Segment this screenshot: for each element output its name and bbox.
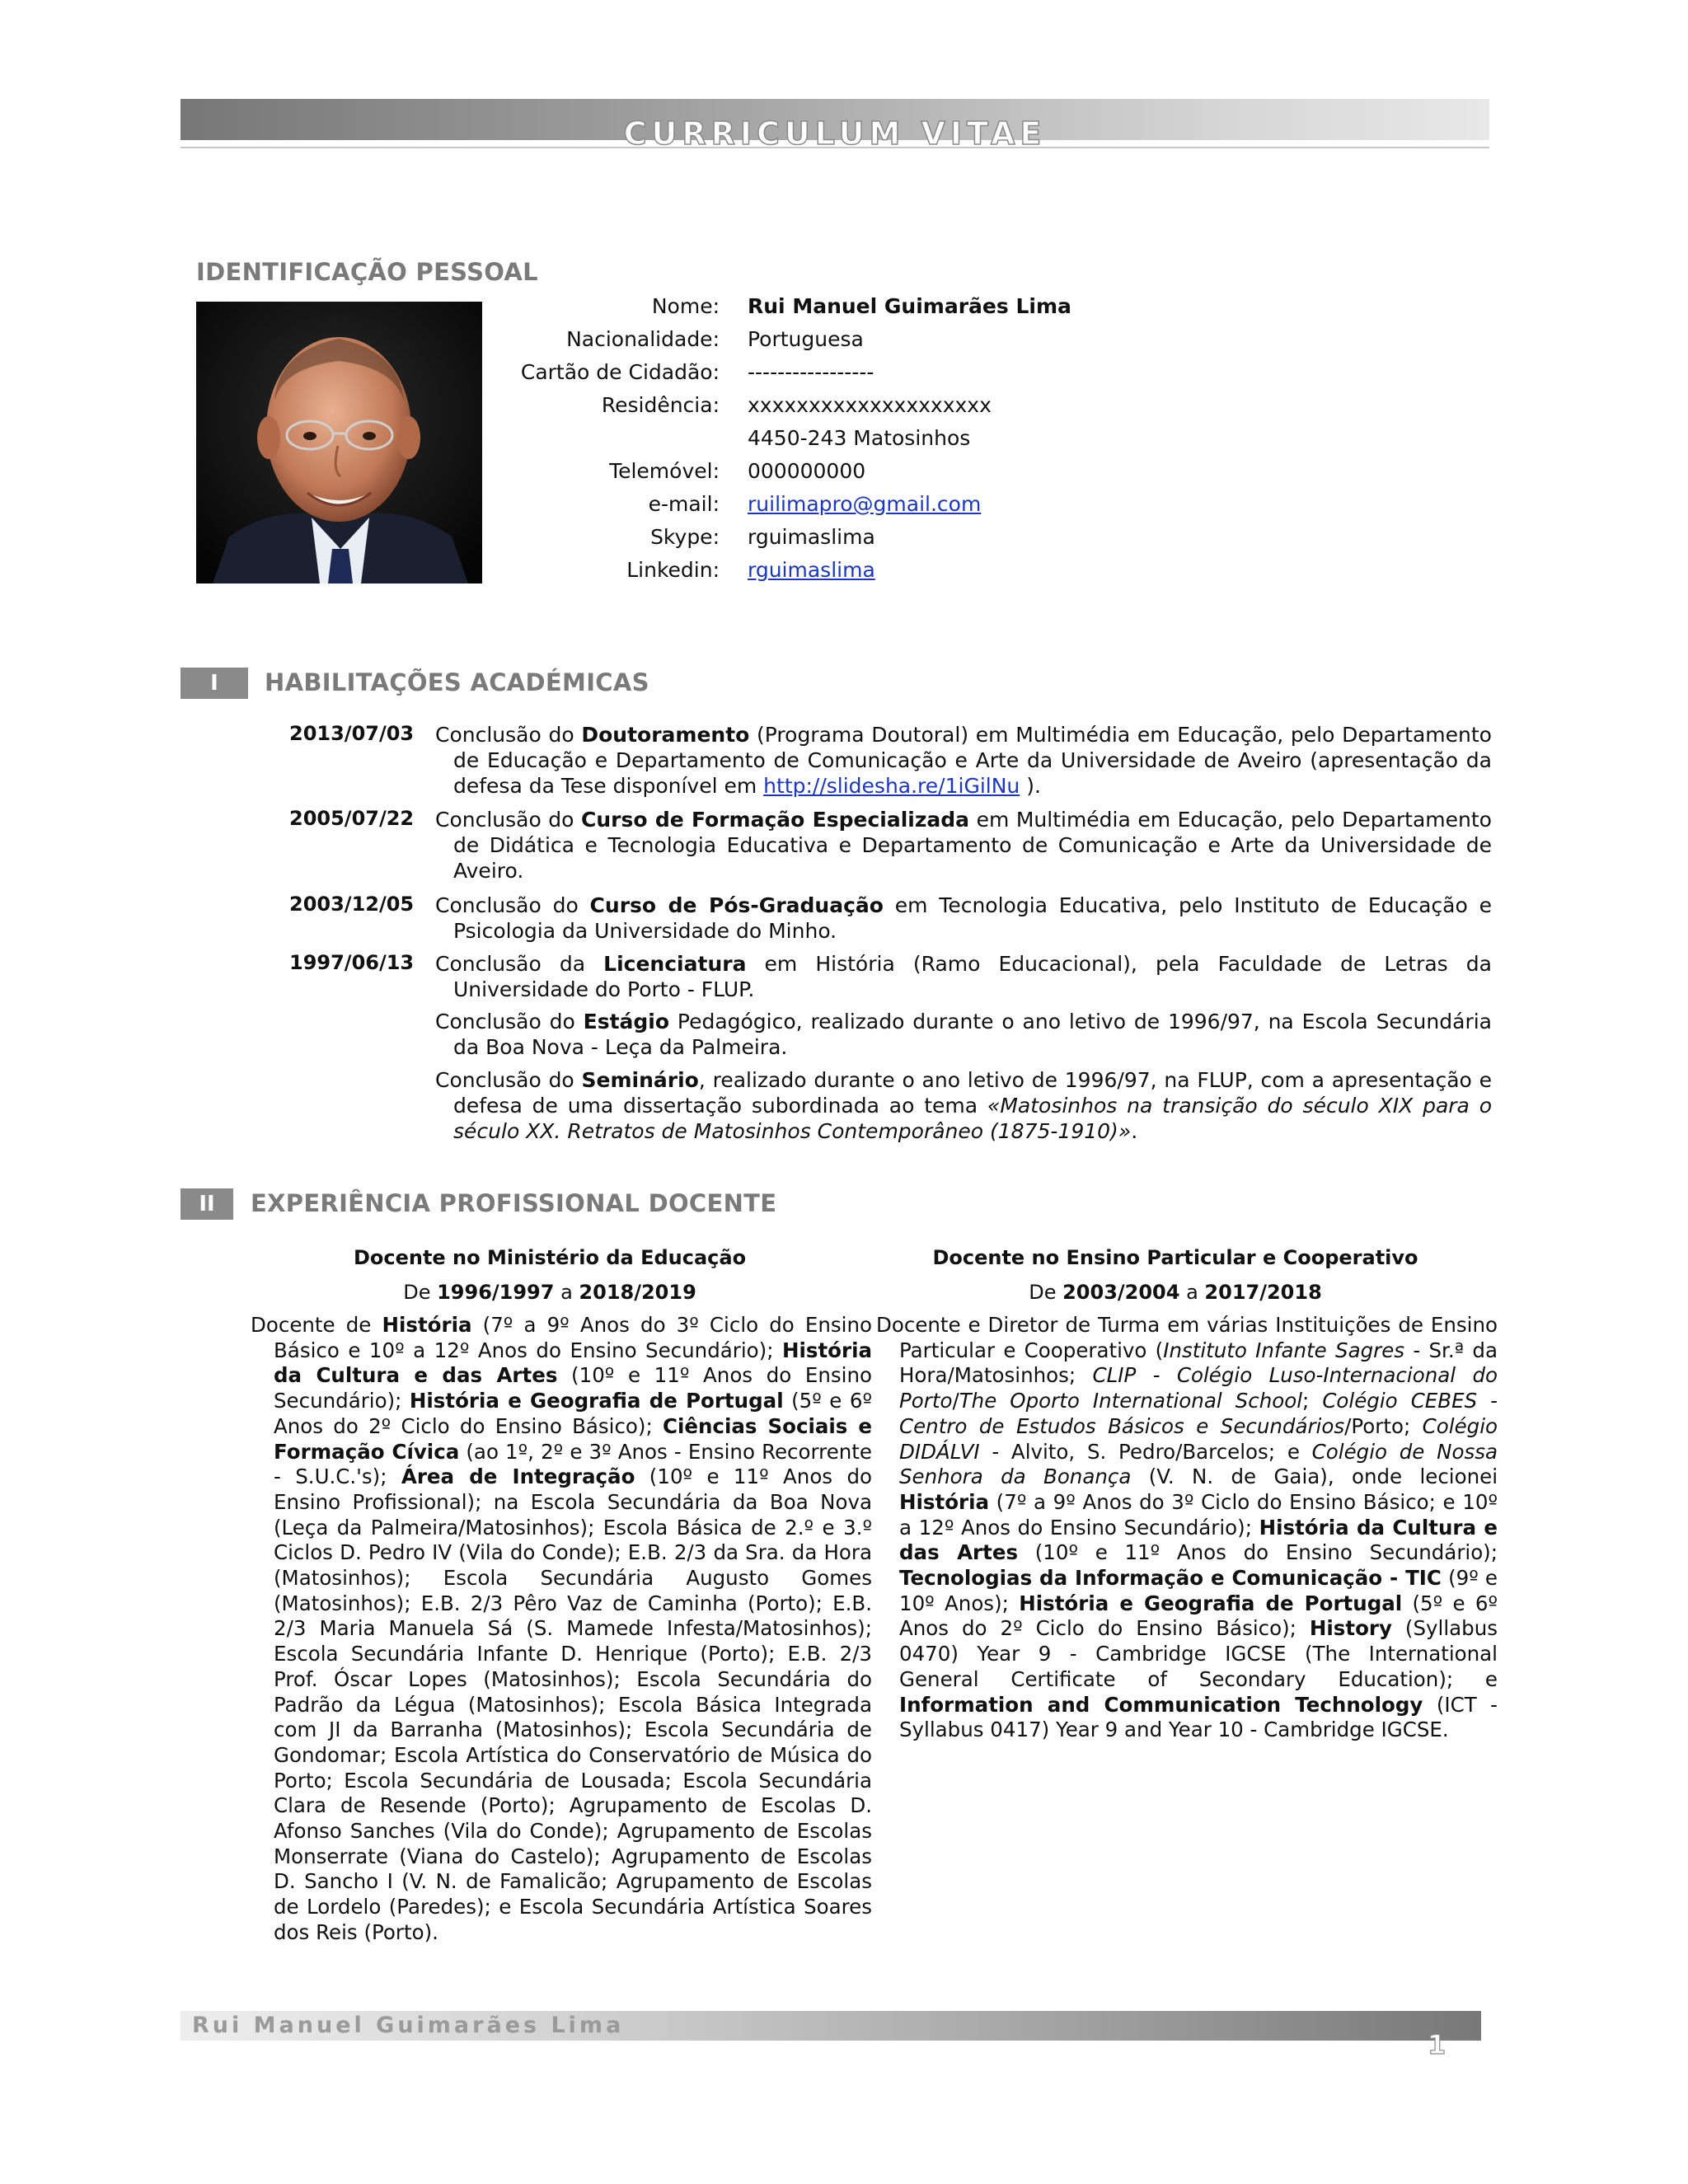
column-period-left: De 1996/1997 a 2018/2019 (403, 1281, 696, 1304)
field-value-cartao: ----------------- (748, 360, 874, 384)
column-title-right: Docente no Ensino Particular e Cooperativo (932, 1246, 1418, 1269)
section-numeral-ii: II (181, 1188, 233, 1220)
entry-date: 2005/07/22 (289, 807, 415, 830)
thesis-link[interactable]: http://slidesha.re/1iGilNu (763, 774, 1020, 798)
field-label-nacionalidade: Nacionalidade: (566, 327, 720, 351)
field-value-nacionalidade: Portuguesa (748, 327, 864, 351)
section-numeral-i: I (181, 668, 248, 699)
field-label-linkedin: Linkedin: (626, 558, 720, 582)
document-title: CURRICULUM VITAE (623, 115, 1047, 152)
section-heading-habilitacoes: HABILITAÇÕES ACADÉMICAS (265, 668, 649, 696)
entry-text: Conclusão do Estágio Pedagógico, realizado durante o ano letivo de 1996/97, na Escola Secundária da Boa Nova - Leça da Palmeira. (435, 1010, 1492, 1059)
page-number: 1 (1428, 2029, 1447, 2060)
field-value-telemovel: 000000000 (748, 459, 866, 483)
field-value-nome: Rui Manuel Guimarães Lima (748, 294, 1071, 318)
field-value-skype: rguimaslima (748, 525, 875, 549)
field-label-telemovel: Telemóvel: (609, 459, 720, 483)
entry-text: Conclusão da Licenciatura em História (Ramo Educacional), pela Faculdade de Letras da Universidade do Porto - FLUP. (435, 952, 1492, 1001)
column-text-right: Docente e Diretor de Turma em várias Instituições de Ensino Particular e Cooperativo (Instituto Infante Sagres - Sr.ª da Hora/Matosinhos; CLIP - Colégio Luso-Internacional do Porto/The Oporto International School; Colégio CEBES - Centro de Estudos Básicos e Secundários/Porto; Colégio DIDÁLVI - Alvito, S. Pedro/Barcelos; e Colégio de Nossa Senhora da Bonança (V. N. de Gaia), onde lecionei História (7º a 9º Anos do 3º Ciclo do Ensino Básico; e 10º a 12º Anos do Ensino Secundário); História da Cultura e das Artes (10º e 11º Anos do Ensino Secundário); Tecnologias da Informação e Comunicação - TIC (9º e 10º Anos); História e Geografia de Portugal (5º e 6º Anos do 2º Ciclo do Ensino Básico); History (Syllabus 0470) Year 9 - Cambridge IGCSE (The International General Certificate of Secondary Education); e Information and Communication Technology (ICT - Syllabus 0417) Year 9 and Year 10 - Cambridge IGCSE. (876, 1313, 1498, 1742)
entry-text: Conclusão do Curso de Pós-Graduação em Tecnologia Educativa, pelo Instituto de Educação e Psicologia da Universidade do Minho. (435, 893, 1492, 943)
entry-text: Conclusão do Doutoramento (Programa Doutoral) em Multimédia em Educação, pelo Departamento de Educação e Departamento de Comunicação e Arte da Universidade de Aveiro (apresentação da defesa da Tese disponível em http://slidesha.re/1iGilNu ). (435, 723, 1492, 798)
field-label-cartao: Cartão de Cidadão: (520, 360, 720, 384)
profile-photo (196, 302, 482, 583)
field-value-residencia-postal: 4450-243 Matosinhos (748, 426, 971, 450)
entry-date: 1997/06/13 (289, 951, 415, 974)
field-label-skype: Skype: (650, 525, 720, 549)
column-text-left: Docente de História (7º a 9º Anos do 3º Ciclo do Ensino Básico e 10º a 12º Anos do Ensino Secundário); História da Cultura e das Artes (10º e 11º Anos do Ensino Secundário); História e Geografia de Portugal (5º e 6º Anos do 2º Ciclo do Ensino Básico); Ciências Sociais e Formação Cívica (ao 1º, 2º e 3º Anos - Ensino Recorrente - S.U.C.'s); Área de Integração (10º e 11º Anos do Ensino Profissional); na Escola Secundária da Boa Nova (Leça da Palmeira/Matosinhos); Escola Básica de 2.º e 3.º Ciclos D. Pedro IV (Vila do Conde); E.B. 2/3 da Sra. da Hora (Matosinhos); Escola Secundária Augusto Gomes (Matosinhos); E.B. 2/3 Pêro Vaz de Caminha (Porto); E.B. 2/3 Maria Manuela Sá (S. Mamede Infesta/Matosinhos); Escola Secundária Infante D. Henrique (Porto); E.B. 2/3 Prof. Óscar Lopes (Matosinhos); Escola Secundária do Padrão da Légua (Matosinhos); Escola Básica Integrada com JI da Barranha (Matosinhos); Escola Secundária de Gondomar; Escola Artística do Conservatório de Música do Porto; Escola Secundária de Lousada; Escola Secundária Clara de Resende (Porto); Agrupamento de Escolas D. Afonso Sanches (Vila do Conde); Agrupamento de Escolas Monserrate (Viana do Castelo); Agrupamento de Escolas D. Sancho I (V. N. de Famalicão; Agrupamento de Escolas de Lordelo (Paredes); e Escola Secundária Artística Soares dos Reis (Porto). (251, 1313, 873, 1944)
footer-name: Rui Manuel Guimarães Lima (192, 2013, 625, 2038)
linkedin-link[interactable]: rguimaslima (748, 558, 875, 582)
entry-date: 2003/12/05 (289, 893, 415, 916)
email-link[interactable]: ruilimapro@gmail.com (748, 492, 982, 516)
field-label-residencia: Residência: (601, 393, 720, 417)
section-heading-identificacao: IDENTIFICAÇÃO PESSOAL (196, 258, 538, 286)
column-period-right: De 2003/2004 a 2017/2018 (1029, 1281, 1322, 1304)
column-title-left: Docente no Ministério da Educação (353, 1246, 747, 1269)
field-value-residencia: xxxxxxxxxxxxxxxxxxxx (748, 393, 992, 417)
entry-text: Conclusão do Seminário, realizado durante o ano letivo de 1996/97, na FLUP, com a apresentação e defesa de uma dissertação subordinada ao tema «Matosinhos na transição do século XIX para o século XX. Retratos de Matosinhos Contemporâneo (1875-1910)». (435, 1068, 1492, 1143)
entry-text: Conclusão do Curso de Formação Especializada em Multimédia em Educação, pelo Departamento de Didática e Tecnologia Educativa e Departamento de Comunicação e Arte da Universidade de Aveiro. (435, 808, 1492, 883)
field-label-email: e-mail: (648, 492, 720, 516)
section-heading-experiencia: EXPERIÊNCIA PROFISSIONAL DOCENTE (251, 1189, 777, 1217)
entry-date: 2013/07/03 (289, 722, 415, 745)
field-label-nome: Nome: (651, 294, 720, 318)
